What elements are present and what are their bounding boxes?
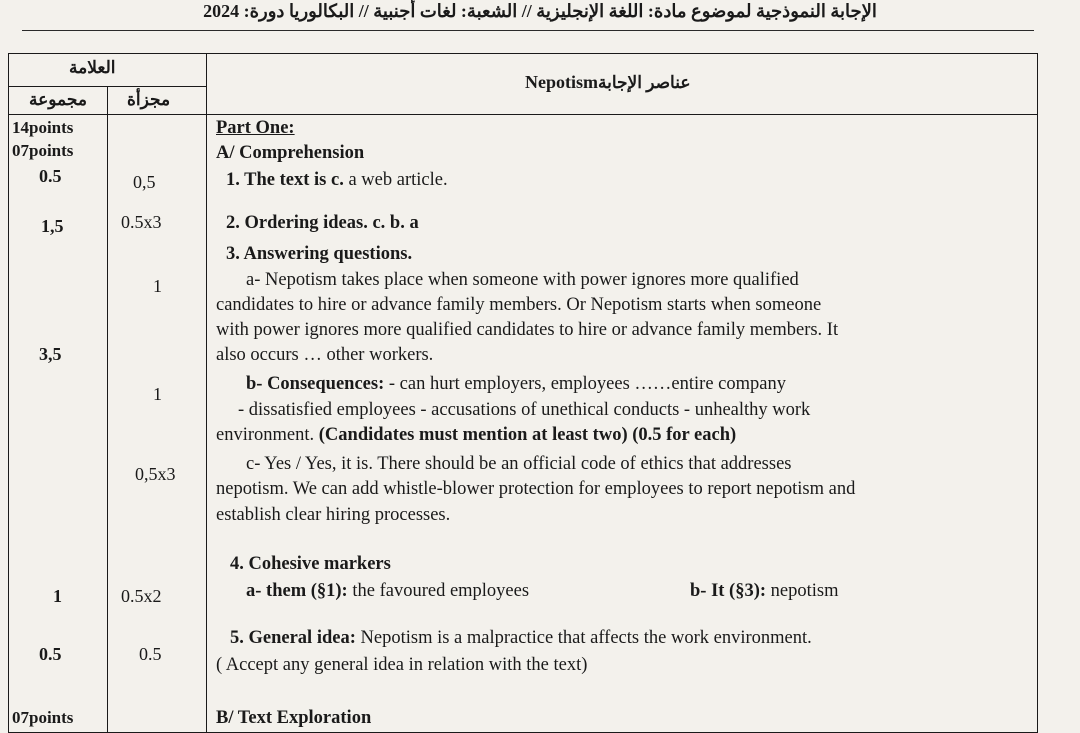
question-2: 2. Ordering ideas. c. b. a: [226, 213, 419, 233]
answer-b-line: [216, 425, 736, 446]
total-cell: 1,5: [41, 216, 64, 236]
total-cell: 07points: [12, 708, 74, 727]
partial-cell: 0,5: [133, 172, 156, 192]
marks-header: العلامة: [69, 58, 116, 77]
partial-cell: 0.5: [139, 644, 162, 664]
page-header: الإجابة النموذجية لموضوع مادة: اللغة الإنجليزية // الشعبة: لغات أجنبية // البكالوريا دورة: 2024: [203, 1, 877, 21]
answer-4a-text: the favoured employees: [347, 581, 530, 601]
answer-a-line: also occurs … other workers.: [216, 345, 434, 365]
text-exploration-heading: B/ Text Exploration: [216, 708, 372, 728]
question-5-label: 5. General idea:: [230, 628, 356, 648]
answer-b-note: (Candidates must mention at least two) (0.5 for each): [318, 425, 737, 445]
column-divider: [107, 86, 108, 732]
answer-b-text: environment.: [216, 425, 319, 445]
question-3-heading: 3. Answering questions.: [226, 244, 413, 264]
answer-4b-text: nepotism: [766, 581, 839, 601]
question-1-answer: a web article.: [343, 170, 448, 190]
total-cell: 3,5: [39, 344, 62, 364]
comprehension-heading: A/ Comprehension: [216, 143, 365, 163]
answer-4a: [246, 581, 529, 602]
question-1: [226, 170, 448, 191]
part-one-heading: Part One:: [216, 118, 295, 138]
answer-4b-label: b- It (§3):: [690, 581, 767, 601]
total-cell: 1: [53, 586, 62, 606]
answer-b-line: - dissatisfied employees - accusations of unethical conducts - unhealthy work: [238, 400, 811, 420]
row-divider: [9, 114, 1038, 115]
header-divider: [22, 30, 1034, 31]
row-divider: [9, 86, 206, 87]
question-5: [230, 628, 812, 649]
total-cell: 07points: [12, 141, 74, 160]
answer-a-line: a- Nepotism takes place when someone with power ignores more qualified: [246, 270, 799, 290]
answer-header-arabic: عناصر الإجابة: [598, 73, 691, 92]
partial-cell: 1: [153, 276, 162, 296]
question-5-note: ( Accept any general idea in relation with the text): [216, 655, 588, 675]
column-divider: [206, 54, 207, 732]
partial-cell: 0.5x3: [121, 212, 162, 232]
answer-c-line: nepotism. We can add whistle-blower protection for employees to report nepotism and: [216, 479, 856, 499]
answer-c-line: c- Yes / Yes, it is. There should be an official code of ethics that addresses: [246, 454, 792, 474]
answer-c-line: establish clear hiring processes.: [216, 505, 451, 525]
answer-4a-label: a- them (§1):: [246, 581, 348, 601]
total-column-header: مجموعة: [29, 90, 87, 109]
question-1-label: 1. The text is c.: [226, 170, 344, 190]
answer-b-line: [246, 374, 786, 395]
total-cell: 14points: [12, 118, 74, 137]
answer-4b: [690, 581, 839, 602]
total-cell: 0.5: [39, 166, 62, 186]
answer-a-line: candidates to hire or advance family members. Or Nepotism starts when someone: [216, 295, 822, 315]
total-cell: 0.5: [39, 644, 62, 664]
partial-cell: 0.5x2: [121, 586, 162, 606]
question-4-heading: 4. Cohesive markers: [230, 554, 391, 574]
partial-cell: 0,5x3: [135, 464, 176, 484]
answer-header-topic: Nepotism: [525, 72, 598, 92]
question-5-answer: Nepotism is a malpractice that affects the work environment.: [355, 628, 812, 648]
partial-column-header: مجزأة: [127, 90, 171, 109]
answer-a-line: with power ignores more qualified candidates to hire or advance family members. It: [216, 320, 839, 340]
answer-key-table: [8, 53, 1038, 733]
answer-b-label: b- Consequences:: [246, 374, 385, 394]
partial-cell: 1: [153, 384, 162, 404]
answer-b-text: - can hurt employers, employees ……entire company: [384, 374, 786, 394]
answer-column-header: [525, 72, 690, 93]
